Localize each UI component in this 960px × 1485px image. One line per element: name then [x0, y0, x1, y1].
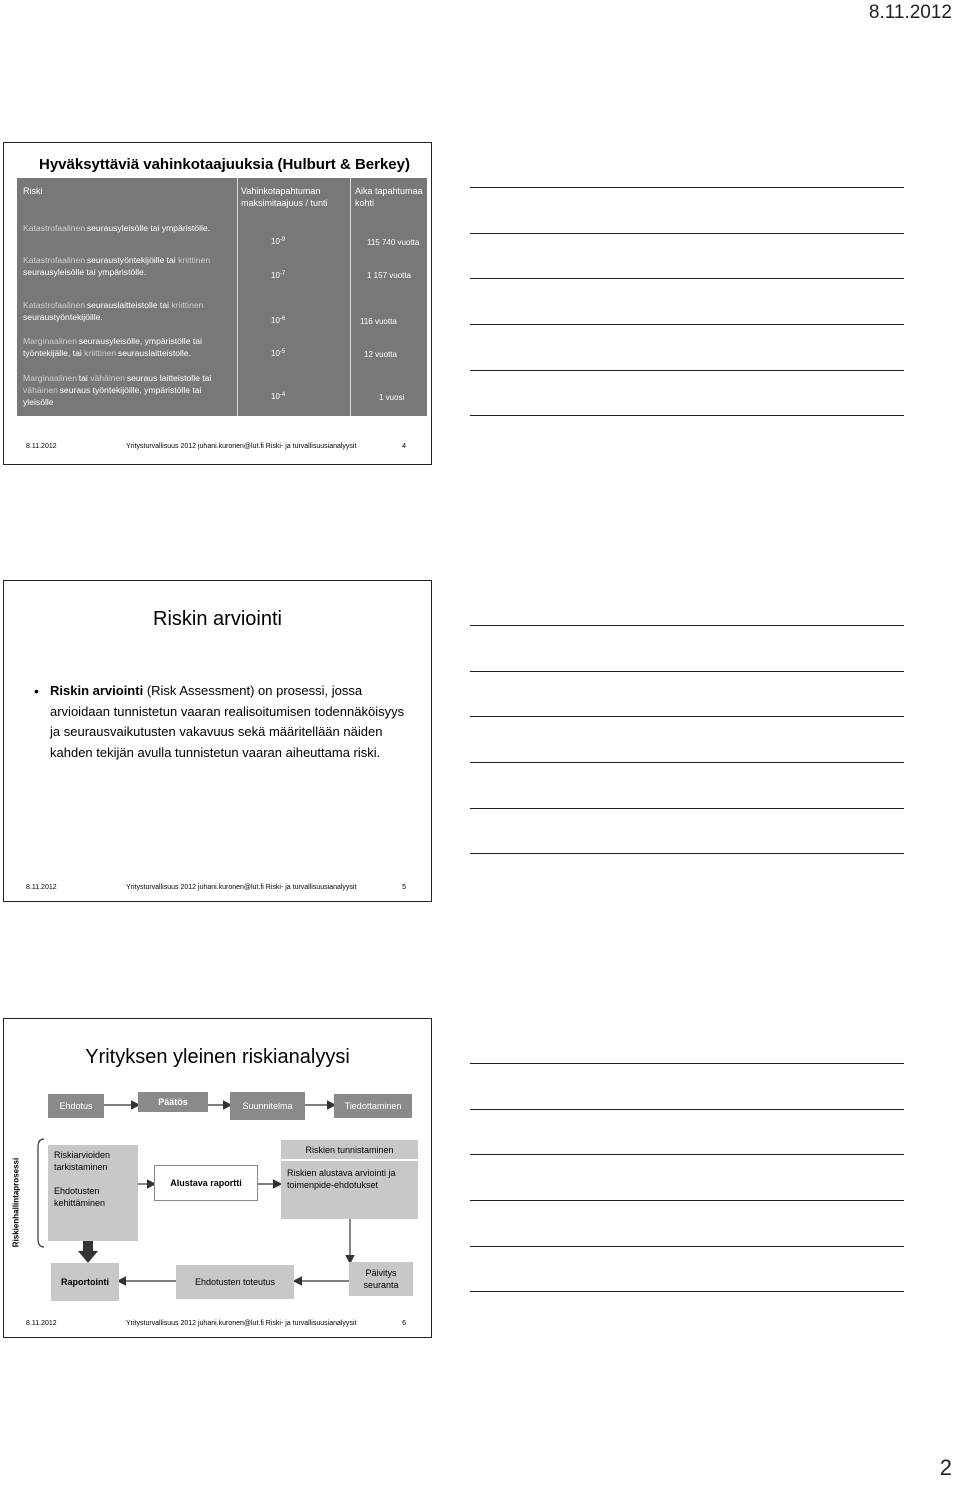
bullet-item: • Riskin arviointi (Risk Assessment) on prosessi, jossa arvioidaan tunnistetun vaaran realisoitumisen todennäköisyys ja seurausvaikutusten vakavuus sekä määritellään näiden kahden tekijän avulla tunnistetun vaaran aiheuttama riski. [34, 683, 405, 760]
slide-title: Yrityksen yleinen riskianalyysi [85, 1046, 350, 1068]
page-number: 2 [939, 1455, 952, 1480]
box-alustava-raportti: Alustava raportti [154, 1165, 258, 1201]
table-row: Katastrofaalinen seurausyleisölle tai ympäristölle. [23, 223, 211, 233]
box-paivitys-seuranta: Päivitys seuranta [349, 1262, 413, 1296]
notes-lines-2 [470, 580, 904, 880]
frequency-value: $10^{-7}$ [271, 271, 286, 280]
header-time: Aika tapahtumaa kohti [355, 186, 423, 208]
table-row: Marginaalinen tai vähäinen seuraus laitteistolle tai vähäinen seuraus työntekijöille, ympäristölle tai yleisölle [23, 373, 212, 407]
frequency-value: $10^{-4}$ [271, 392, 286, 401]
box-ehdotus: Ehdotus [48, 1094, 104, 1118]
box-riskiarvioiden: Riskiarvioiden tarkistaminen Ehdotusten kehittäminen [48, 1145, 138, 1241]
frequency-value: $10^{-9}$ [271, 237, 286, 246]
slide-risk-assessment: Riskin arviointi • Riskin arviointi (Risk Assessment) on prosessi, jossa arvioidaan tunnistetun vaaran realisoitumisen todennäköisyys ja seurausvaikutusten vakavuus sekä määritellään näiden kahden tekijän avulla tunnistetun vaaran aiheuttama riski. 8.11.2012 Yritysturvallisuus 2012 juhani.kuronen@lut.fi Riski- ja turvallisuusianalyysit 5 [3, 580, 432, 902]
box-ehdotusten-toteutus: Ehdotusten toteutus [176, 1265, 294, 1299]
table-row: Katastrofaalinen seurauslaitteistolle tai kriittinen seuraustyöntekijöille. [23, 300, 204, 322]
bullet-marker: • [34, 683, 39, 699]
down-arrow-icon [78, 1241, 98, 1263]
time-value: 115 740 vuotta [367, 238, 420, 247]
slide-title: Hyväksyttäviä vahinkotaajuuksia (Hulburt & Berkey) [39, 156, 410, 173]
time-value: 1 157 vuotta [367, 271, 412, 280]
time-value: 116 vuotta [360, 317, 397, 326]
header-risk: Riski [23, 186, 43, 196]
time-value: 1 vuosi [379, 393, 405, 402]
notes-lines-1 [470, 142, 904, 442]
box-raportointi: Raportointi [51, 1263, 119, 1301]
box-riskien-tunnistaminen: Riskien tunnistaminen [281, 1140, 418, 1159]
box-suunnitelma: Suunnitelma [230, 1092, 305, 1120]
side-label: Riskienhallintaprosessi [11, 1157, 21, 1248]
frequency-value: $10^{-6}$ [271, 316, 286, 325]
slide-title: Riskin arviointi [153, 608, 282, 630]
time-value: 12 vuotta [364, 350, 397, 359]
slide-acceptable-frequencies: Hyväksyttäviä vahinkotaajuuksia (Hulburt & Berkey) Riski Vahinkotapahtuman maksimitaajuus / tunti Aika tapahtumaa kohti Katastrofaalinen seurausyleisölle tai ympäristölle. $10^{-9}$ 115 740 vuotta Katastrofaalinen seuraustyöntekijöille tai kriittinen seurausyleisölle tai ympäristölle. $10^{-7}$ 1 157 vuotta Katastrofaalinen seurauslaitteistolle tai kriittinen seuraustyöntekijöille. $10^{-6}$ 116 vuotta Marginaalinen seurausyleisölle, ympäristölle tai työntekijälle, tai kriittinen seurauslaitteistolle. $10^{-5}$ 12 vuotta Marginaalinen tai vähäinen seuraus laitteistolle tai vähäinen seuraus työntekijöille, ympäristölle tai yleisölle $10^{-4}$ 1 vuosi 8.11.2012 Yritysturvallisuus 2012 juhani.kuronen@lut.fi Riski- ja turvallisuusianalyysit 4 [3, 142, 432, 465]
frequency-value: $10^{-5}$ [271, 349, 286, 358]
box-alustava-arviointi: Riskien alustava arviointi ja toimenpide-ehdotukset [281, 1161, 418, 1219]
header-frequency: Vahinkotapahtuman maksimitaajuus / tunti [241, 186, 328, 208]
table-row: Marginaalinen seurausyleisölle, ympäristölle tai työntekijälle, tai kriittinen seurauslaitteistolle. [23, 336, 202, 358]
slide-general-risk-analysis: Yrityksen yleinen riskianalyysi Ehdotus Päätös Suunnitelma Tiedottaminen Riskienhallintaprosessi Riskiarvioiden tarkistaminen Ehdotusten kehittäminen Alustava raportti Riskien tunnistaminen Riskien alustava arviointi ja toimenpide-ehdotukset Raportointi Ehdotusten toteutus Päivitys seuranta 8.11.2012 Yritysturvallisuus 2012 juhani.kuronen@lut.fi Riski- ja turvallisuusianalyysit 6 [3, 1018, 432, 1338]
notes-lines-3 [470, 1018, 904, 1318]
page-date: 8.11.2012 [868, 2, 952, 23]
box-paatos: Päätös [138, 1092, 208, 1112]
table-row: Katastrofaalinen seuraustyöntekijöille tai kriittinen seurausyleisölle tai ympäristölle. [23, 255, 211, 277]
bracket [38, 1139, 44, 1247]
box-tiedottaminen: Tiedottaminen [334, 1094, 412, 1118]
frequency-table [17, 178, 427, 416]
